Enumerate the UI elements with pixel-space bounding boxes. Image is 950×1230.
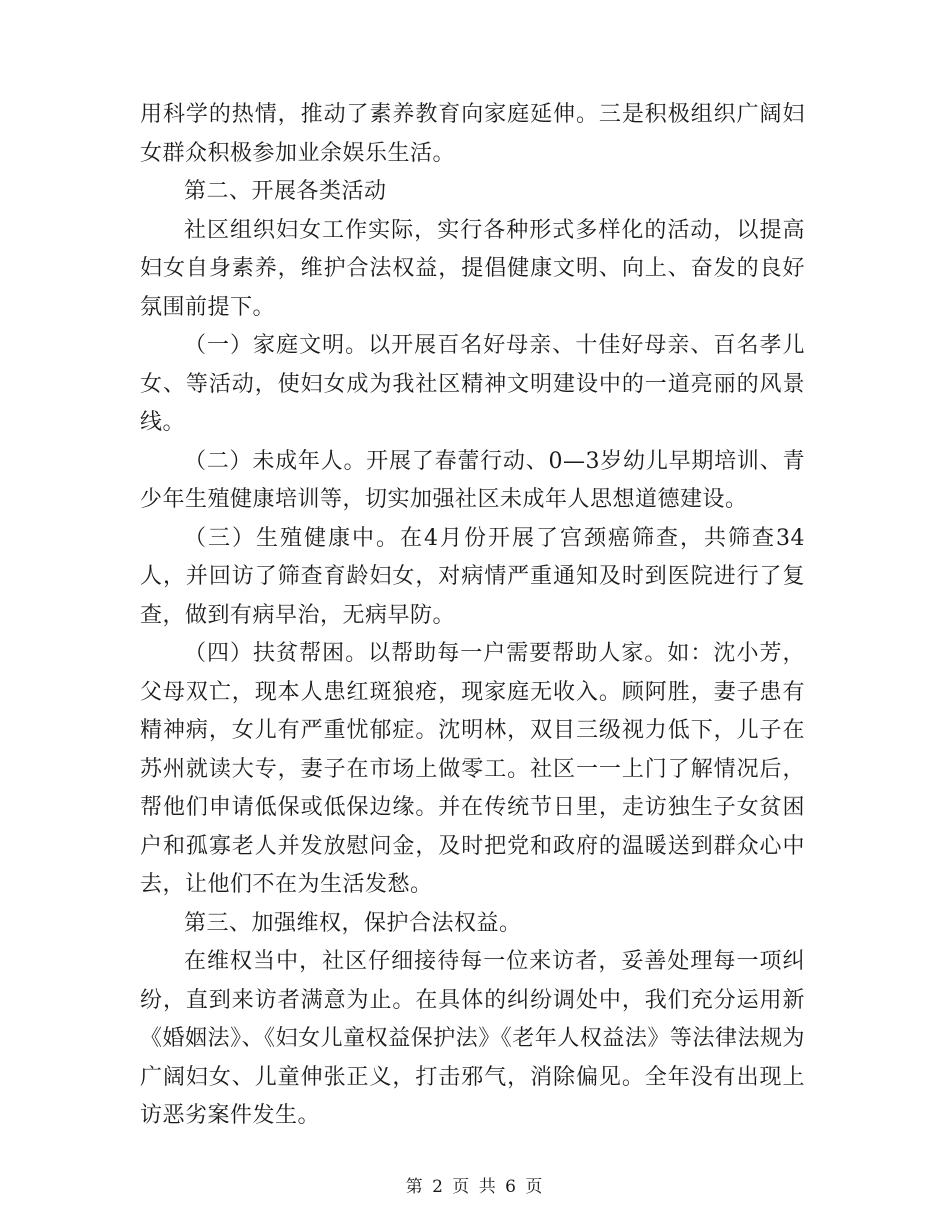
paragraph: （四）扶贫帮困。以帮助每一户需要帮助人家。如：沈小芳，父母双亡，现本人患红斑狼疮，现家庭无收入。顾阿胜，妻子患有精神病，女儿有严重忧郁症。沈明林，双目三级视力低下，儿子在苏州就读大专，妻子在市场上做零工。社区一一上门了解情况后，帮他们申请低保或低保边缘。并在传统节日里，走访独生子女贫困户和孤寡老人并发放慰问金，及时把党和政府的温暖送到群众心中去，让他们不在为生活发愁。 xyxy=(140,641,805,897)
paragraph: 在维权当中，社区仔细接待每一位来访者，妥善处理每一项纠纷，直到来访者满意为止。在具体的纠纷调处中，我们充分运用新《婚姻法》、《妇女儿童权益保护法》《老年人权益法》等法律法规为广阔妇女、儿童伸张正义，打击邪气，消除偏见。全年没有出现上访恶劣案件发生。 xyxy=(140,949,805,1128)
paragraph: 社区组织妇女工作实际，实行各种形式多样化的活动，以提高妇女自身素养，维护合法权益，提倡健康文明、向上、奋发的良好氛围前提下。 xyxy=(140,217,805,320)
section-heading: 第三、加强维权，保护合法权益。 xyxy=(184,910,522,936)
section-heading: 第二、开展各类活动 xyxy=(184,179,387,204)
paragraph: （一）家庭文明。以开展百名好母亲、十佳好母亲、百名孝儿女、等活动，使妇女成为我社区精神文明建设中的一道亮丽的风景线。 xyxy=(140,333,805,435)
page-number: 第 2 页 共 6 页 xyxy=(405,1177,545,1197)
paragraph: （二）未成年人。开展了春蕾行动、0—3岁幼儿早期培训、青少年生殖健康培训等，切实加强社区未成年人思想道德建设。 xyxy=(140,448,805,512)
paragraph: （三）生殖健康中。在4月份开展了宫颈癌筛查，共筛查34人，并回访了筛查育龄妇女，对病情严重通知及时到医院进行了复查，做到有病早治，无病早防。 xyxy=(140,525,805,628)
document-body xyxy=(140,96,805,1136)
paragraph: 用科学的热情，推动了素养教育向家庭延伸。三是积极组织广阔妇女群众积极参加业余娱乐生活。 xyxy=(140,102,805,166)
